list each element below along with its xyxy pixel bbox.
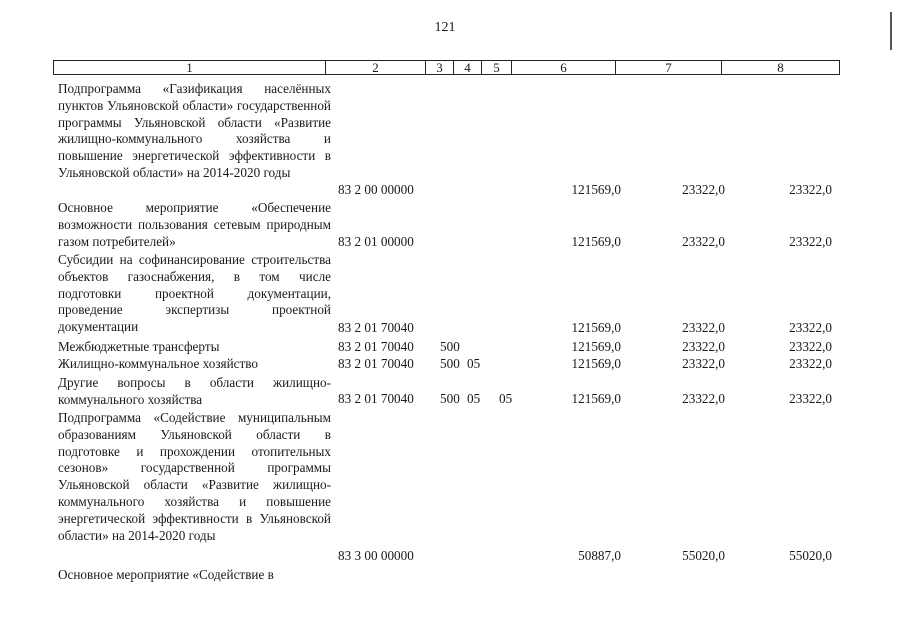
row-value-6: 50887,0 <box>578 548 621 563</box>
header-col-5: 5 <box>482 61 512 75</box>
header-col-2: 2 <box>326 61 426 75</box>
page-number: 121 <box>434 20 456 35</box>
header-row <box>54 61 840 75</box>
header-col-4: 4 <box>454 61 482 75</box>
row-description: Межбюджетные трансферты <box>58 339 220 354</box>
row-col-5: 05 <box>499 391 513 406</box>
row-code: 83 2 01 70040 <box>338 356 414 371</box>
row-col-3: 500 <box>440 339 460 354</box>
row-code: 83 2 01 00000 <box>338 234 414 249</box>
row-code: 83 2 01 70040 <box>338 339 414 354</box>
row-value-7: 23322,0 <box>682 320 725 335</box>
row-code: 83 3 00 00000 <box>338 548 414 563</box>
row-value-8: 23322,0 <box>789 391 832 406</box>
header-col-7: 7 <box>616 61 722 75</box>
header-col-8: 8 <box>722 61 840 75</box>
row-value-6: 121569,0 <box>571 234 621 249</box>
row-col-3: 500 <box>440 356 460 371</box>
row-value-6: 121569,0 <box>571 320 621 335</box>
column-header-table <box>53 60 840 75</box>
row-value-7: 23322,0 <box>682 356 725 371</box>
row-value-8: 23322,0 <box>789 339 832 354</box>
row-description: Подпрограмма «Содействие муниципальным образованиям Ульяновской области в подготовке и прохождении отопительных сезонов» государственной программы Ульяновской области «Развитие жилищно-коммунального хозяйства и повышение энергетической эффективности в Ульяновской области» на 2014-2020 годы <box>58 410 331 543</box>
row-description: Другие вопросы в области жилищно-коммунального хозяйства <box>58 375 331 407</box>
row-value-7: 23322,0 <box>682 339 725 354</box>
row-value-6: 121569,0 <box>571 391 621 406</box>
header-col-1: 1 <box>54 61 326 75</box>
row-col-4: 05 <box>467 356 481 371</box>
header-col-3: 3 <box>426 61 454 75</box>
header-col-6: 6 <box>512 61 616 75</box>
row-col-4: 05 <box>467 391 481 406</box>
row-code: 83 2 00 00000 <box>338 182 414 197</box>
row-description: Субсидии на софинансирование строительства объектов газоснабжения, в том числе подготовки проектной документации, проведение экспертизы проектной документации <box>58 252 331 335</box>
scan-edge-mark <box>890 12 892 50</box>
row-value-8: 23322,0 <box>789 182 832 197</box>
row-value-8: 23322,0 <box>789 320 832 335</box>
row-description: Основное мероприятие «Обеспечение возможности пользования сетевым природным газом потребителей» <box>58 200 331 249</box>
row-value-6: 121569,0 <box>571 182 621 197</box>
row-value-6: 121569,0 <box>571 339 621 354</box>
row-description: Подпрограмма «Газификация населённых пунктов Ульяновской области» государственной программы Ульяновской области «Развитие жилищно-коммунального хозяйства и повышение энергетической эффективности в Ульяновской области» на 2014-2020 годы <box>58 81 331 180</box>
row-code: 83 2 01 70040 <box>338 391 414 406</box>
row-col-3: 500 <box>440 391 460 406</box>
row-code: 83 2 01 70040 <box>338 320 414 335</box>
row-value-7: 23322,0 <box>682 391 725 406</box>
row-value-8: 23322,0 <box>789 234 832 249</box>
row-description: Жилищно-коммунальное хозяйство <box>58 356 259 371</box>
row-value-7: 23322,0 <box>682 234 725 249</box>
row-value-7: 55020,0 <box>682 548 725 563</box>
row-value-7: 23322,0 <box>682 182 725 197</box>
row-value-8: 23322,0 <box>789 356 832 371</box>
row-description: Основное мероприятие «Содействие в <box>58 567 274 582</box>
row-value-6: 121569,0 <box>571 356 621 371</box>
row-value-8: 55020,0 <box>789 548 832 563</box>
